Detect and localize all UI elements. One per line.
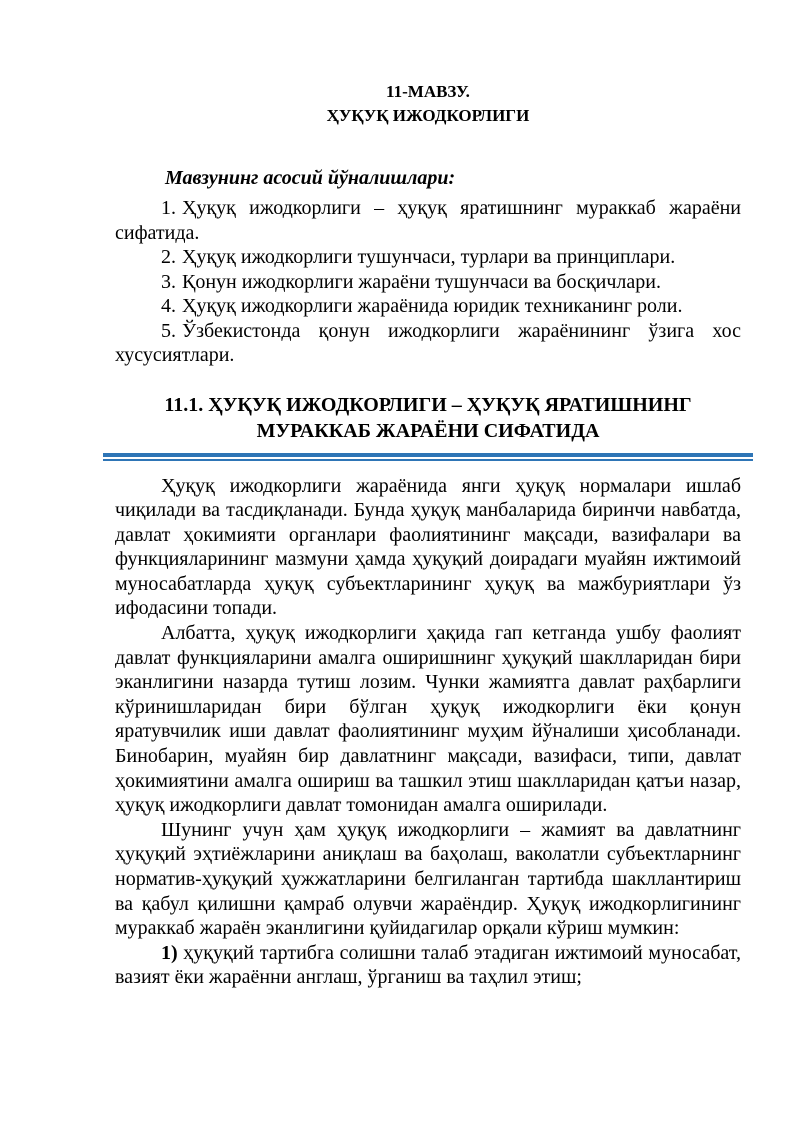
body-paragraph-1: Ҳуқуқ ижодкорлиги жараёнида янги ҳуқуқ нормалари ишлаб чиқилади ва тасдиқланади. Бунда ҳуқуқ манбаларида биринчи навбатда, давлат ҳокимияти органлари фаолиятининг мақсади, вазифалари ва функцияларининг мазмуни ҳамда ҳуқуқий доирадаги муайян ижтимоий муносабатларда ҳуқуқ субъектларининг ҳуқуқ ва мажбуриятлари ўз ифодасини топади.: [115, 474, 741, 620]
enumeration-text: ҳуқуқий тартибга солишни талаб этадиган ижтимоий муносабат, вазият ёки жараённи англаш, ўрганиш ва таҳлил этиш;: [115, 941, 741, 989]
list-item-number: 5.: [161, 319, 176, 342]
topic-number: 11-МАВЗУ.: [386, 82, 470, 101]
divider-thin-line: [103, 459, 753, 461]
section-title-line2: МУРАККАБ ЖАРАЁНИ СИФАТИДА: [256, 419, 600, 442]
list-item-number: 2.: [161, 246, 176, 268]
list-item-text: Ҳуқуқ ижодкорлиги жараёнида юридик техниканинг роли.: [182, 295, 683, 317]
body-paragraph-2: Албатта, ҳуқуқ ижодкорлиги ҳақида гап кетганда ушбу фаолият давлат функцияларини амалга оширишнинг ҳуқуқий шаклларидан бири эканлигини назарда тутиш лозим. Чунки жамиятга давлат раҳбарлиги кўринишларидан бири бўлган ҳуқуқ ижодкорлиги ёки қонун яратувчилик иши давлат фаолиятининг муҳим йўналиши ҳисобланади. Бинобарин, муайян бир давлатнинг мақсади, вазифаси, типи, давлат ҳокимиятини амалга ошириш ва ташкил этиш шаклларидан қатъи назар, ҳуқуқ ижодкорлиги давлат томонидан амалга оширилади.: [115, 622, 741, 817]
list-item: [115, 270, 741, 295]
directions-list: [115, 196, 741, 368]
list-item-text: Қонун ижодкорлиги жараёни тушунчаси ва босқичлари.: [182, 270, 661, 293]
section-title-line1: 11.1. ҲУҚУҚ ИЖОДКОРЛИГИ – ҲУҚУҚ ЯРАТИШНИНГ: [164, 393, 692, 416]
directions-heading: Мавзунинг асосий йўналишлари:: [165, 167, 456, 189]
body-paragraph-4: [115, 941, 741, 990]
list-item-text: Ҳуқуқ ижодкорлиги тушунчаси, турлари ва принциплари.: [182, 246, 676, 268]
list-item-number: 4.: [161, 295, 176, 317]
body-paragraph-3: Шунинг учун ҳам ҳуқуқ ижодкорлиги – жамият ва давлатнинг ҳуқуқий эҳтиёжларини аниқлаш ва баҳолаш, ваколатли субъектларнинг норматив-ҳуқуқий ҳужжатларини белгиланган тартибда шакллантириш ва қабул қилишни қамраб олувчи жараёндир. Ҳуқуқ ижодкорлигининг мураккаб жараён эканлигини қуйидагилар орқали кўриш мумкин:: [115, 818, 741, 940]
list-item-text: Ўзбекистонда қонун ижодкорлиги жараёнининг ўзига хос хусусиятлари.: [115, 319, 741, 366]
list-item-number: 3.: [161, 270, 176, 293]
section-title: [115, 392, 741, 444]
document-page: [115, 70, 741, 990]
list-item-number: 1.: [161, 197, 176, 219]
topic-title: ҲУҚУҚ ИЖОДКОРЛИГИ: [326, 106, 530, 125]
divider-thick-line: [103, 453, 753, 457]
enumeration-number: 1): [161, 941, 178, 964]
section-divider: [103, 453, 753, 462]
list-item: [115, 196, 741, 245]
list-item: [115, 294, 741, 319]
list-item-text: Ҳуқуқ ижодкорлиги – ҳуқуқ яратишнинг мураккаб жараёни сифатида.: [115, 197, 741, 244]
list-item: [115, 319, 741, 368]
list-item: [115, 245, 741, 270]
